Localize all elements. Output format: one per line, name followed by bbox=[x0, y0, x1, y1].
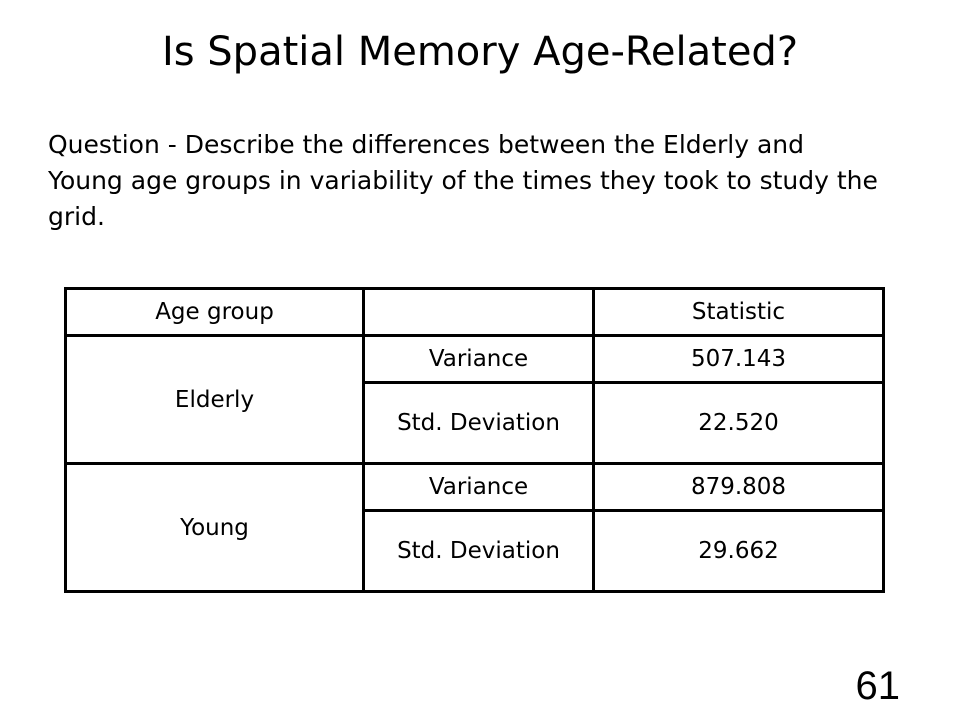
statistic-value: 507.143 bbox=[594, 336, 884, 383]
group-label-young: Young bbox=[66, 464, 364, 592]
header-statistic: Statistic bbox=[594, 289, 884, 336]
table-header-row bbox=[66, 289, 884, 336]
table-row bbox=[66, 336, 884, 383]
question-text: Question - Describe the differences between the Elderly and Young age groups in variability of the times they took to study the grid. bbox=[48, 130, 878, 231]
header-blank bbox=[364, 289, 594, 336]
header-age-group: Age group bbox=[66, 289, 364, 336]
statistic-label: Std. Deviation bbox=[364, 383, 594, 464]
statistic-label: Variance bbox=[364, 336, 594, 383]
statistic-value: 879.808 bbox=[594, 464, 884, 511]
statistic-label: Std. Deviation bbox=[364, 511, 594, 592]
group-label-elderly: Elderly bbox=[66, 336, 364, 464]
statistics-table bbox=[64, 287, 885, 593]
statistic-label: Variance bbox=[364, 464, 594, 511]
statistic-value: 22.520 bbox=[594, 383, 884, 464]
slide-title: Is Spatial Memory Age-Related? bbox=[161, 29, 799, 75]
table-row bbox=[66, 464, 884, 511]
page-number: 61 bbox=[855, 664, 900, 708]
statistic-value: 29.662 bbox=[594, 511, 884, 592]
